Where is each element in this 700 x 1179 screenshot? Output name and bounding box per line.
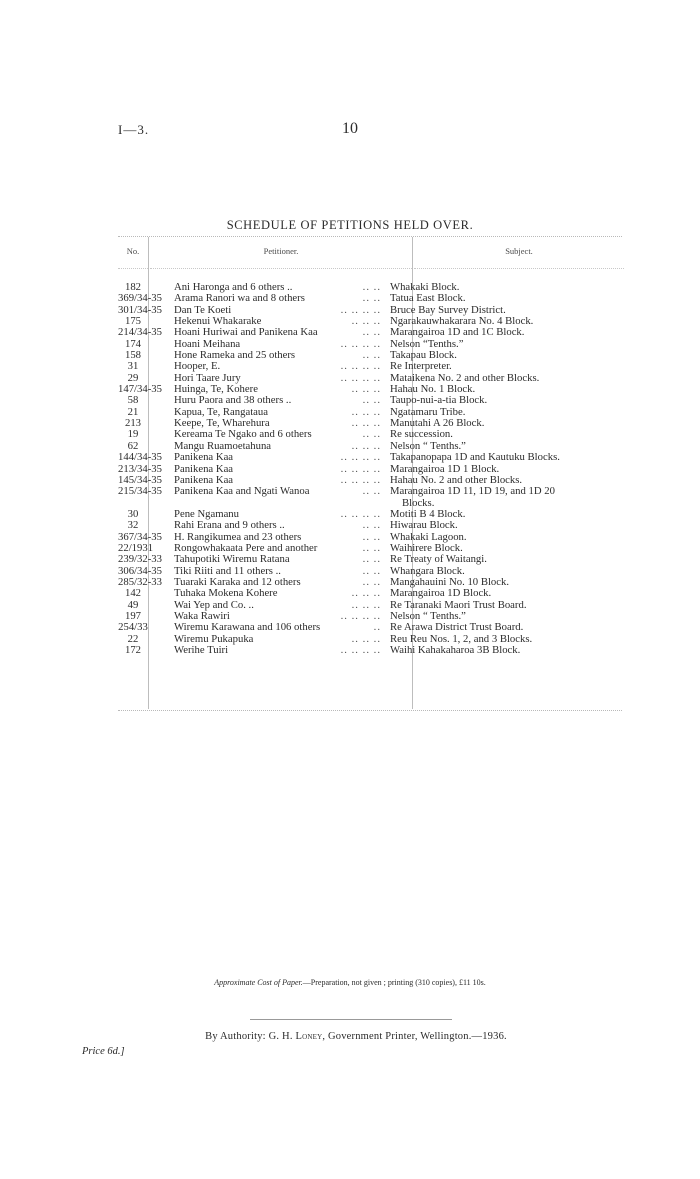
petitioner-name: Dan Te Koeti [174, 303, 232, 316]
petition-number: 19 [127, 428, 139, 441]
petitioner-name: Panikena Kaa [174, 451, 234, 464]
petition-number: 215/34-35 [118, 485, 162, 498]
petition-number: 254/33 [118, 621, 148, 634]
petitioner-name: Hoani Meihana [174, 337, 241, 350]
dot-leader: .. .. [362, 485, 381, 498]
petitioner-name: Panikena Kaa and Ngati Wanoa [174, 485, 310, 498]
table-top-rule [118, 236, 622, 237]
petition-number: 301/34-35 [118, 303, 162, 316]
table-row [118, 622, 624, 633]
petition-number: 158 [124, 349, 142, 362]
cost-text: —Preparation, not given ; printing (310 copies), £11 10s. [302, 978, 486, 987]
petition-number: 213/34-35 [118, 462, 162, 475]
petitioner-name: Werihe Tuiri [174, 644, 229, 656]
petition-subject: Bruce Bay Survey District. [390, 303, 506, 316]
petitioner-name: Tuhaka Mokena Kohere [174, 587, 278, 600]
petition-number: 29 [127, 371, 139, 384]
dot-leader: .. .. [362, 553, 381, 566]
petition-subject: Reu Reu Nos. 1, 2, and 3 Blocks. [390, 632, 533, 645]
petitioner-name: Wiremu Karawana and 106 others [174, 621, 321, 634]
dot-leader: .. .. .. .. [340, 451, 381, 464]
petition-number: 214/34-35 [118, 326, 162, 339]
schedule-title: SCHEDULE OF PETITIONS HELD OVER. [226, 218, 474, 232]
page-number: 10 [342, 120, 358, 137]
table-row [118, 645, 624, 656]
column-header-no: No. [126, 246, 140, 256]
petition-number: 144/34-35 [118, 451, 162, 464]
table-row [118, 588, 624, 599]
dot-leader: .. .. [362, 349, 381, 362]
petition-number: 367/34-35 [118, 530, 162, 543]
petition-subject: Re Treaty of Waitangi. [390, 553, 487, 566]
dot-leader: .. .. .. .. [340, 644, 381, 656]
petition-subject: Takapanopapa 1D and Kautuku Blocks. [390, 451, 560, 464]
authority-prefix: By Authority: [205, 1031, 266, 1042]
petitioner-cell [148, 554, 386, 565]
dot-leader: .. .. .. [351, 315, 381, 328]
dot-leader: .. .. [362, 541, 381, 554]
petition-number: 174 [124, 337, 142, 350]
dot-leader: .. .. .. [351, 439, 381, 452]
dot-leader: .. .. [362, 530, 381, 543]
dot-leader: .. .. .. .. [340, 462, 381, 475]
petition-subject: Whakaki Lagoon. [390, 530, 467, 543]
petition-number: 142 [124, 587, 142, 600]
petition-subject-continuation: Blocks. [402, 496, 435, 509]
dot-leader: .. .. .. .. [340, 371, 381, 384]
cost-note [0, 978, 700, 987]
petition-subject: Re Interpreter. [390, 360, 452, 373]
dot-leader: .. .. .. .. [340, 360, 381, 373]
table-bottom-rule [118, 710, 622, 711]
dot-leader: .. .. .. .. [340, 473, 381, 486]
petition-number: 58 [127, 394, 139, 407]
petitioner-name: Huinga, Te, Kohere [174, 383, 258, 396]
petition-number: 306/34-35 [118, 564, 162, 577]
petition-number: 49 [127, 598, 139, 611]
petitioner-name: Arama Ranori wa and 8 others [174, 292, 305, 305]
petitioner-cell [148, 452, 386, 463]
petition-subject: Re Taranaki Maori Trust Board. [390, 598, 527, 611]
dot-leader: .. .. [362, 564, 381, 577]
petitioner-name: Kapua, Te, Rangataua [174, 405, 269, 418]
printer-authority [0, 1031, 700, 1042]
petitioner-cell [148, 486, 386, 509]
petition-subject: Re succession. [390, 428, 453, 441]
petition-subject: Ngarakauwhakarara No. 4 Block. [390, 315, 534, 328]
petitioner-name: Waka Rawiri [174, 609, 230, 622]
dot-leader: .. .. .. .. [340, 507, 381, 520]
petitioner-name: Huru Paora and 38 others .. [174, 394, 292, 407]
petition-number: 369/34-35 [118, 292, 162, 305]
petitioner-name: Keepe, Te, Wharehura [174, 417, 270, 430]
price: Price 6d.] [82, 1046, 125, 1057]
petition-subject: Hiwarau Block. [390, 519, 458, 532]
petition-subject: Manutahi A 26 Block. [390, 417, 485, 430]
petitioner-name: Hooper, E. [174, 360, 221, 373]
petition-subject: Mangahauini No. 10 Block. [390, 575, 510, 588]
petition-subject: Takapau Block. [390, 349, 457, 362]
petition-subject: Marangairoa 1D 1 Block. [390, 462, 500, 475]
dot-leader: .. .. .. [351, 417, 381, 430]
petition-subject: Mataikena No. 2 and other Blocks. [390, 371, 540, 384]
petition-subject: Taupo-nui-a-tia Block. [390, 394, 488, 407]
printer-name: G. H. Loney, [268, 1031, 326, 1042]
petition-subject: Nelson “ Tenths.” [390, 439, 466, 452]
petitioner-name: Wai Yep and Co. .. [174, 598, 254, 611]
petitioner-name: Kereama Te Ngako and 6 others [174, 428, 312, 441]
petition-subject-cell [386, 486, 600, 509]
petition-subject: Waihi Kahakaharoa 3B Block. [390, 644, 521, 656]
petition-number: 21 [127, 405, 139, 418]
petitioner-name: Panikena Kaa [174, 462, 234, 475]
petitioner-name: Mangu Ruamoetahuna [174, 439, 272, 452]
petition-number: 22/1931 [118, 541, 154, 554]
column-header-petitioner: Petitioner. [263, 246, 299, 256]
petition-number: 62 [127, 439, 139, 452]
dot-leader: .. .. [362, 575, 381, 588]
dot-leader: .. .. .. [351, 632, 381, 645]
petitioner-cell [148, 645, 386, 656]
table-row [118, 520, 624, 531]
petition-number: 32 [127, 519, 139, 532]
dot-leader: .. .. .. .. [340, 337, 381, 350]
petition-subject: Marangairoa 1D 11, 1D 19, and 1D 20 [390, 485, 555, 498]
dot-leader: .. .. .. .. [340, 303, 381, 316]
table-row [118, 293, 624, 304]
petition-subject: Nelson “ Tenths.” [390, 609, 466, 622]
petition-subject: Hahau No. 1 Block. [390, 383, 476, 396]
petition-subject: Re Arawa District Trust Board. [390, 621, 524, 634]
dot-leader: .. .. [362, 394, 381, 407]
dot-leader: .. .. .. [351, 383, 381, 396]
dot-leader: .. .. .. .. [340, 609, 381, 622]
petition-subject: Ngatamaru Tribe. [390, 405, 466, 418]
petition-number: 31 [127, 360, 139, 373]
petitioner-name: Tuaraki Karaka and 12 others [174, 575, 301, 588]
header-underline-petitioner [150, 268, 412, 269]
dot-leader: .. .. [362, 281, 381, 293]
petition-number: 197 [124, 609, 142, 622]
table-row [118, 452, 624, 463]
petition-subject: Motiti B 4 Block. [390, 507, 466, 520]
petition-number: 239/32-33 [118, 553, 162, 566]
dot-leader: .. [373, 621, 381, 634]
petition-number: 175 [124, 315, 142, 328]
header-underline-subject [414, 268, 624, 269]
table-row [118, 486, 624, 509]
dot-leader: .. .. [362, 292, 381, 305]
dot-leader: .. .. .. [351, 598, 381, 611]
petitioner-cell [148, 588, 386, 599]
petitioner-name: Hone Rameka and 25 others [174, 349, 296, 362]
petition-number: 22 [127, 632, 139, 645]
dot-leader: .. .. [362, 326, 381, 339]
petitioner-name: Tiki Riiti and 11 others .. [174, 564, 281, 577]
dot-leader: .. .. .. [351, 405, 381, 418]
petition-subject: Marangairoa 1D Block. [390, 587, 492, 600]
petitioner-name: Hori Taare Jury [174, 371, 241, 384]
petition-number: 213 [124, 417, 142, 430]
petitioner-cell [148, 520, 386, 531]
petitioner-name: Rahi Erana and 9 others .. [174, 519, 285, 532]
petition-number: 147/34-35 [118, 383, 162, 396]
cost-label: Approximate Cost of Paper. [214, 978, 303, 987]
petition-number: 145/34-35 [118, 473, 162, 486]
petitioner-name: Pene Ngamanu [174, 507, 239, 520]
header-underline-no [118, 268, 148, 269]
petitioner-name: H. Rangikumea and 23 others [174, 530, 302, 543]
petitioner-name: Wiremu Pukapuka [174, 632, 254, 645]
petition-subject: Waihirere Block. [390, 541, 463, 554]
petitioner-name: Hoani Huriwai and Panikena Kaa [174, 326, 318, 339]
petition-subject: Whangara Block. [390, 564, 465, 577]
footer-separator [250, 1019, 452, 1020]
petition-subject: Whakaki Block. [390, 281, 460, 293]
petitioner-name: Ani Haronga and 6 others .. [174, 281, 293, 293]
dot-leader: .. .. [362, 519, 381, 532]
table-row [118, 554, 624, 565]
petitioner-name: Tahupotiki Wiremu Ratana [174, 553, 290, 566]
authority-suffix: Government Printer, Wellington.—1936. [327, 1031, 507, 1042]
dot-leader: .. .. .. [351, 587, 381, 600]
dot-leader: .. .. [362, 428, 381, 441]
petition-subject-cell [386, 645, 600, 656]
petitioner-cell [148, 293, 386, 304]
petitioner-name: Hekenui Whakarake [174, 315, 262, 328]
petitions-table-body [118, 282, 624, 656]
page-reference: I—3. [118, 122, 150, 137]
petition-number: 182 [124, 281, 142, 293]
petition-subject: Hahau No. 2 and other Blocks. [390, 473, 523, 486]
petition-number: 172 [124, 644, 142, 656]
petitioner-name: Rongowhakaata Pere and another [174, 541, 318, 554]
petitioner-name: Panikena Kaa [174, 473, 234, 486]
column-header-subject: Subject. [505, 246, 533, 256]
petition-number: 30 [127, 507, 139, 520]
petition-subject: Tatua East Block. [390, 292, 466, 305]
petition-subject: Marangairoa 1D and 1C Block. [390, 326, 525, 339]
petition-number: 285/32-33 [118, 575, 162, 588]
petitioner-cell [148, 622, 386, 633]
petition-subject: Nelson “Tenths.” [390, 337, 464, 350]
